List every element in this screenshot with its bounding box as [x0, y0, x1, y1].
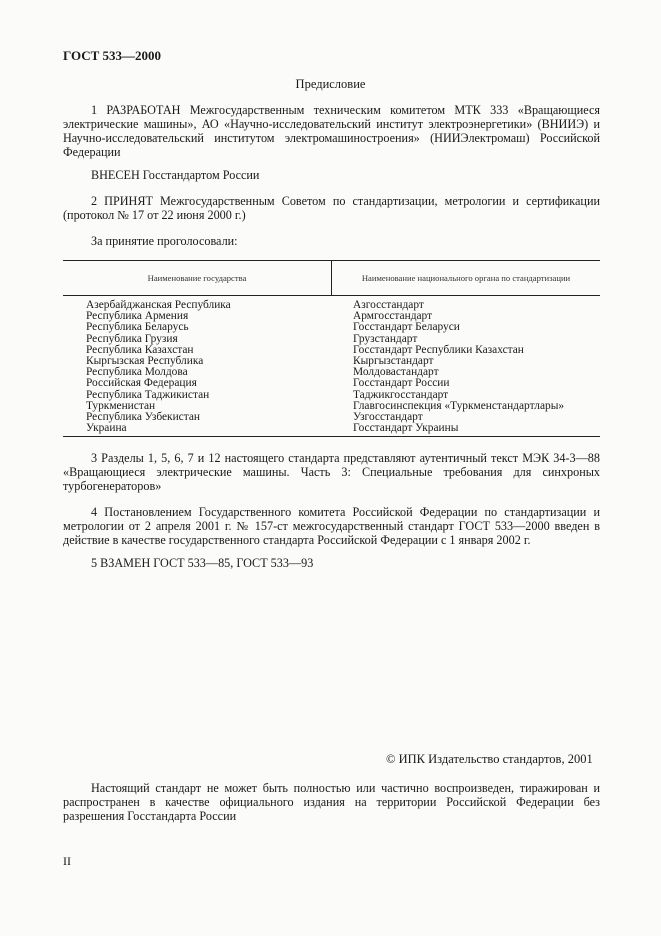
standards-body-name: Госстандарт Украины — [353, 422, 459, 435]
section-title: Предисловие — [295, 77, 366, 91]
paragraph-introduced: ВНЕСЕН Госстандартом России — [91, 168, 260, 182]
voting-table — [63, 260, 600, 438]
state-name: Республика Узбекистан — [86, 411, 200, 424]
paragraph-sections: 3 Разделы 1, 5, 6, 7 и 12 настоящего стандарта представляют аутентичный текст МЭК 34-3—88 «Вращающиеся электрические машины. Часть 3: Специальные требования для синхроных турбогенераторов» — [63, 451, 600, 493]
state-name: Республика Беларусь — [86, 321, 189, 334]
table-bottom-rule — [63, 436, 600, 437]
state-name: Республика Грузия — [86, 332, 178, 345]
standards-body-name: Азгосстандарт — [353, 299, 424, 311]
state-name: Республика Молдова — [86, 366, 188, 379]
state-name: Республика Казахстан — [86, 343, 194, 356]
state-name: Украина — [86, 422, 127, 435]
copyright: © ИПК Издательство стандартов, 2001 — [386, 752, 593, 766]
standards-body-name: Армгосстандарт — [353, 310, 433, 323]
state-name: Республика Армения — [86, 310, 189, 323]
table-header-rule — [63, 295, 600, 296]
paragraph-adopted: 2 ПРИНЯТ Межгосударственным Советом по стандартизации, метрологии и сертификации (протокол № 17 от 22 июня 2000 г.) — [63, 194, 600, 222]
standards-body-name: Грузстандарт — [353, 332, 418, 345]
paragraph-resolution: 4 Постановлением Государственного комитета Российской Федерации по стандартизации и метрологии от 2 апреля 2001 г. № 157-ст межгосударственный стандарт ГОСТ 533—2000 введен в действие в качестве государственного стандарта Российской Федерации с 1 января 2002 г. — [63, 505, 600, 547]
standards-body-name: Кыргызстандарт — [353, 355, 434, 368]
standards-body-name: Молдовастандарт — [353, 366, 439, 379]
standards-body-name: Узгосстандарт — [353, 411, 423, 424]
paragraph-developed: 1 РАЗРАБОТАН Межгосударственным техническим комитетом МТК 333 «Вращающиеся электрические машины», АО «Научно-исследовательский институт электроэнергетики» (ВНИИЭ) и Научно-исследовательский институтом электромашиностроения» (НИИЭлектромаш) Российской Федерации — [63, 103, 600, 159]
states-column — [86, 300, 231, 434]
state-name: Азербайджанская Республика — [86, 299, 231, 311]
standards-body-name: Главгосинспекция «Туркменстандартлары» — [353, 399, 565, 412]
document-code: ГОСТ 533—2000 — [63, 48, 162, 63]
state-name: Кыргызская Республика — [86, 355, 204, 368]
state-name: Республика Таджикистан — [86, 388, 210, 401]
state-name: Российская Федерация — [86, 377, 197, 390]
paragraph-replaces: 5 ВЗАМЕН ГОСТ 533—85, ГОСТ 533—93 — [91, 556, 314, 570]
table-header-state: Наименование государства — [147, 273, 247, 283]
table-header-body: Наименование национального органа по стандартизации — [361, 273, 571, 283]
standards-body-name: Госстандарт Республики Казахстан — [353, 343, 524, 356]
reproduction-notice: Настоящий стандарт не может быть полностью или частично воспроизведен, тиражирован и распространен в качестве официального издания на территории Российской Федерации без разрешения Госстандарта России — [63, 781, 600, 823]
state-name: Туркменистан — [86, 399, 156, 412]
paragraph-voted: За принятие проголосовали: — [91, 234, 238, 248]
bodies-column — [353, 300, 564, 434]
standards-body-name: Госстандарт России — [353, 377, 450, 390]
page-number: II — [63, 854, 71, 868]
standards-body-name: Таджикгосстандарт — [353, 388, 449, 401]
standards-body-name: Госстандарт Беларуси — [353, 321, 460, 334]
